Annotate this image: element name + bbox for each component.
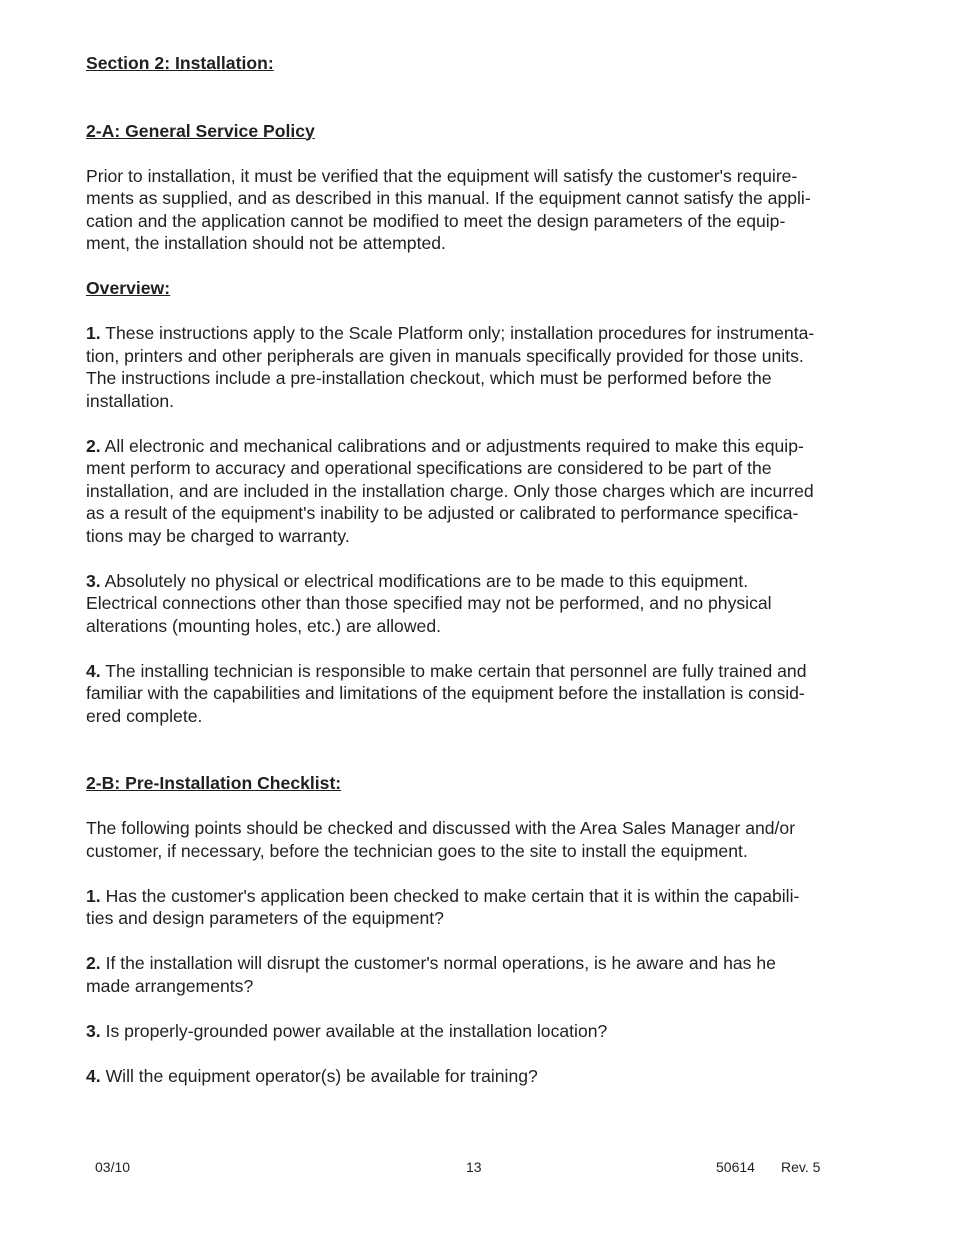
checklist-item-text: Is properly-grounded power available at the installation location?	[100, 1020, 608, 1041]
overview-item	[86, 435, 876, 548]
general-service-policy-heading: 2-A: General Service Policy	[86, 120, 315, 141]
checklist-intro: The following points should be checked and discussed with the Area Sales Manager and/or customer, if necessary, before the technician goes to the site to install the equipment.	[86, 818, 796, 861]
checklist-item-text: If the installation will disrupt the customer's normal operations, is he aware and has he made arrangements?	[86, 953, 776, 996]
overview-item-number: 4.	[86, 660, 101, 681]
overview-item	[86, 570, 876, 638]
checklist-item	[86, 952, 876, 997]
checklist-item-number: 3.	[86, 1020, 101, 1041]
overview-item-number: 3.	[86, 570, 101, 591]
checklist-item	[86, 1020, 876, 1043]
overview-item-number: 2.	[86, 435, 101, 456]
checklist-item-number: 1.	[86, 885, 101, 906]
footer-page-number: 13	[466, 1159, 482, 1175]
overview-item-text: These instructions apply to the Scale Platform only; installation procedures for instrumenta- tion, printers and other peripherals are given in manuals specifically provided for those units. The instructions include a pre-installation checkout, which must be performed before the installation.	[86, 323, 815, 411]
overview-item	[86, 322, 876, 412]
overview-heading: Overview:	[86, 278, 171, 298]
overview-item	[86, 660, 876, 728]
checklist-item	[86, 885, 876, 930]
checklist-item-number: 4.	[86, 1065, 101, 1086]
overview-item-number: 1.	[86, 323, 101, 343]
overview-item-text: Absolutely no physical or electrical modifications are to be made to this equipment. Electrical connections other than those specified may not be performed, and no physical alterations (mounting holes, etc.) are allowed.	[86, 570, 772, 636]
checklist-item-text: Will the equipment operator(s) be available for training?	[100, 1065, 538, 1086]
checklist-item-text: Has the customer's application been checked to make certain that it is within the capabili- ties and design parameters of the equipment?	[86, 885, 800, 928]
overview-item-text: The installing technician is responsible to make certain that personnel are fully trained and familiar with the capabilities and limitations of the equipment before the installation is consid- ered complete.	[86, 660, 807, 726]
general-service-policy-text	[86, 165, 876, 255]
overview-item-text: All electronic and mechanical calibrations and or adjustments required to make this equip- ment perform to accuracy and operational specifications are considered to be part of the installation, and are included in the installation charge. Only those charges which are incurred as a result of the equipment's inability to be adjusted or calibrated to performance specifica- tions may be charged to warranty.	[86, 435, 814, 546]
checklist-item-number: 2.	[86, 953, 101, 973]
document-page	[86, 52, 876, 1087]
footer-date: 03/10	[95, 1159, 131, 1175]
footer-document-number: 50614	[716, 1159, 755, 1175]
section-title: Section 2: Installation:	[86, 53, 274, 73]
checklist-item	[86, 1065, 876, 1088]
footer-revision: Rev. 5	[781, 1159, 821, 1175]
general-service-policy-text-content: Prior to installation, it must be verified that the equipment will satisfy the customer's require- ments as supplied, and as described in this manual. If the equipment cannot satisfy the appli- cation and the application cannot be modified to meet the design parameters of the equip- ment, the installation should not be attempted.	[86, 165, 811, 253]
pre-installation-checklist-heading: 2-B: Pre-Installation Checklist:	[86, 773, 342, 793]
